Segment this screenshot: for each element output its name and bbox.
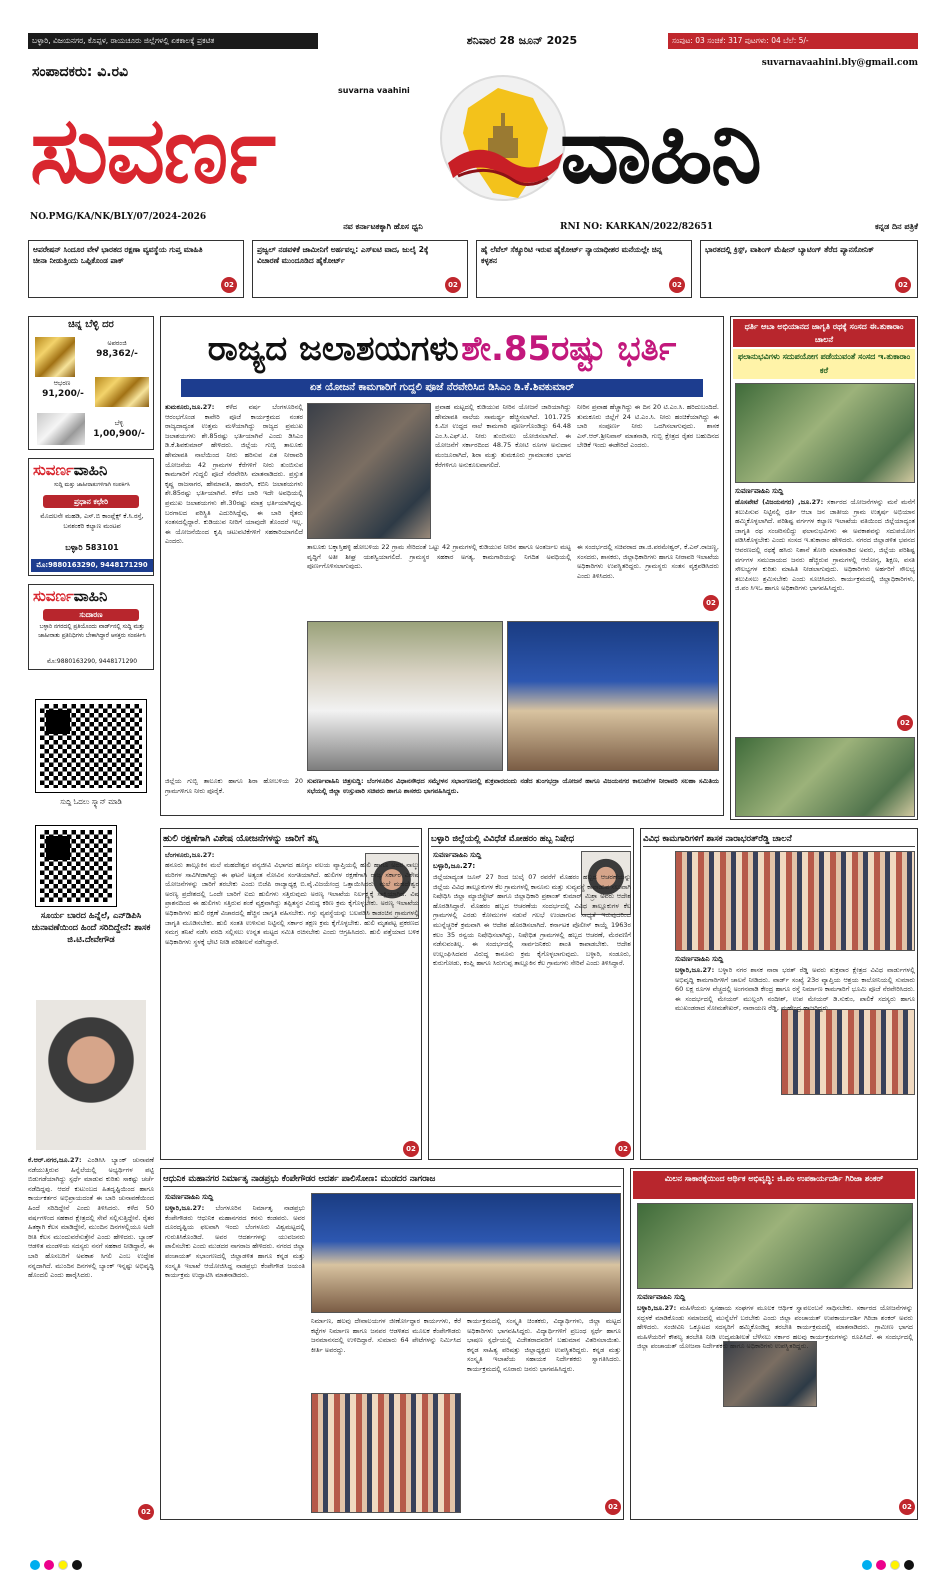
registration-number: NO.PMG/KA/NK/BLY/07/2024-2026 [30,212,207,222]
meeting-hall-photo [507,621,719,771]
gold-bars-image [35,337,75,377]
ad-brand-right: ವಾಹಿನಿ [73,461,108,479]
teaser-item[interactable] [700,240,918,298]
moharram-body: ಜಿಲ್ಲೆಯಾದ್ಯಂತ ಜೂನ್ 27 ರಿಂದ ಜುಲೈ 07 ರವರೆಗೆ ಮೊಹರಂ ಹಬ್ಬದ ಆಚರಣೆಯನ್ನು ಜಿಲ್ಲೆಯ ವಿವಿಧ ತಾಲ್ಲೂಕುಗಳ ಕೆಲ ಗ್ರಾಮಗಳಲ್ಲಿ ಕಾನೂನು ಮತ್ತು ಸುವ್ಯವಸ್ಥೆ ಕಾಪಾಡುವ ಸಲುವಾಗಿ ನಿಷೇಧಿಸಿ ಜಿಲ್ಲಾ ಮ್ಯಾಜಿಸ್ಟ್ರೇಟ್ ಹಾಗೂ ಜಿಲ್ಲಾಧಿಕಾರಿ ಪ್ರಶಾಂತ್ ಕುಮಾರ್ ಮಿಶ್ರಾ ಅವರು ಆದೇಶ ಹೊರಡಿಸಿದ್ದಾರೆ. ಮೊಹರಂ ಹಬ್ಬದ ಆಚರಣೆಯ ಸಂದರ್ಭದಲ್ಲಿ ವಿವಿಧ ತಾಲ್ಲೂಕುಗಳ ಕೆಲ ಗ್ರಾಮಗಳಲ್ಲಿ ಎರಡು ಕೋಮುಗಳ ನಡುವೆ ಗಲಭೆ ಉಂಟಾಗುವ ಸಾಧ್ಯತೆ ಇರುವುದರಿಂದ ಮುನ್ನೆಚ್ಚರಿಕೆ ಕ್ರಮವಾಗಿ ಈ ಆದೇಶ ಹೊರಡಿಸಲಾಗಿದೆ. ಕರ್ನಾಟಕ ಪೊಲೀಸ್ ಕಾಯ್ದೆ 1963ರ ಕಲಂ 35 ರನ್ವಯ ನಿಷೇಧಿಸಲಾಗಿದ್ದು, ನಿಷೇಧಿತ ಗ್ರಾಮಗಳಲ್ಲಿ ಹಬ್ಬದ ಆಚರಣೆ, ಮೆರವಣಿಗೆ ನಡೆಸುವಂತಿಲ್ಲ. ಈ ಸಂದರ್ಭದಲ್ಲಿ ಸಾರ್ವಜನಿಕರು ಶಾಂತಿ ಕಾಪಾಡಬೇಕು. ಆದೇಶ ಉಲ್ಲಂಘಿಸಿದವರ ವಿರುದ್ಧ ಕಾನೂನು ಕ್ರಮ ಕೈಗೊಳ್ಳಲಾಗುವುದು. ಬಳ್ಳಾರಿ, ಸಂಡೂರು, ಕುರುಗೋಡು, ಕಂಪ್ಲಿ ಹಾಗೂ ಸಿರುಗುಪ್ಪ ತಾಲ್ಲೂಕಿನ ಕೆಲ ಗ್ರಾಮಗಳು ಸೇರಿವೆ ಎಂದು ತಿಳಿಸಿದ್ದಾರೆ. [433,873,631,968]
issue-info: ಸಂಪುಟ: 03 ಸಂಚಿಕೆ: 317 ಪುಟಗಳು: 04 ಬೆಲೆ: 5/- [668,33,918,49]
teaser-text: ಭಾರತದಲ್ಲಿ ಕ್ರಿಸ್ಪ್, ವಾಶಿಂಗ್ ಮೆಷೀನ್ ಬ್ಯಾಟಿಂಗ್ ತೆರೆದ ಪ್ಯಾನಸೋನಿಕ್ [705,245,874,254]
right-top-story [730,316,918,820]
kempegowda-col-2: ನಿರ್ಮಾಣ, ಹಲವು ದೇವಾಲಯಗಳ ಜೀರ್ಣೋದ್ಧಾರ ಕಾರ್ಯಗಳು, ಕೆರೆ ಕಟ್ಟೆಗಳ ನಿರ್ಮಾಣ ಹಾಗೂ ಜನಪರ ಆಡಳಿತದ ಮೂಲಕ ಕೆಂಪೇಗೌಡರು ಜನಮಾನಸದಲ್ಲಿ ಉಳಿದಿದ್ದಾರೆ. ಸುಮಾರು 64 ಪೇಟೆಗಳನ್ನು ನಿರ್ಮಿಸಿದ ಕೀರ್ತಿ ಅವರದ್ದು. [311,1317,461,1354]
kempegowda-headline[interactable]: ಆಧುನಿಕ ಮಹಾನಗರ ನಿರ್ಮಾತೃ ನಾಡಪ್ರಭು ಕೆಂಪೇಗೌಡರ ಆದರ್ಶ ಪಾಲಿಸೋಣ: ಮುಡದರ ನಾಗರಾಜ [163,1171,621,1187]
ad-text: ಬಳ್ಳಾರಿ ನಗರದಲ್ಲಿ ಪ್ರತಿಯೊಂದು ವಾರ್ಡ್‌ನಲ್ಲಿ ಸುದ್ದಿ ಮತ್ತು ಜಾಹೀರಾತು ಪ್ರತಿನಿಧಿಗಳು ಬೇಕಾಗಿದ್ದಾರೆ ಆಸಕ್ತರು ಸಂಪರ್ಕಿಸಿ [38,624,146,639]
training-photo [637,1203,913,1289]
lead-headline-b: ಶೇ.85ರಷ್ಟು ಭರ್ತಿ [461,329,677,369]
teaser-strip [28,240,918,298]
top-strip [28,33,918,51]
story-text: ಸರ್ಕಾರದ ಯೋಜನೆಗಳನ್ನು ಮನೆ ಮನೆಗೆ ತಲುಪಿಸುವ ನಿಟ್ಟಿನಲ್ಲಿ ಧರ್ತಿ ಆಬಾ ಜನ ಜಾತೀಯ ಗ್ರಾಮ ಉತ್ಕರ್ಷ ಅಭಿಯಾನ ಹಮ್ಮಿಕೊಳ್ಳಲಾಗಿದೆ. ಪರಿಶಿಷ್ಟ ವರ್ಗಗಳ ಕಲ್ಯಾಣ ಇಲಾಖೆಯ ವತಿಯಿಂದ ಜಿಲ್ಲೆಯಾದ್ಯಂತ ಜಾಗೃತಿ ರಥ ಸಂಚರಿಸಲಿದ್ದು ಫಲಾನುಭವಿಗಳು ಈ ಅವಕಾಶವನ್ನು ಸದುಪಯೋಗ ಪಡಿಸಿಕೊಳ್ಳಬೇಕು ಎಂದು ಸಂಸದ ಇ.ತುಕಾರಾಂ ಹೇಳಿದರು. ನಗರದ ಜಿಲ್ಲಾಡಳಿತ ಭವನದ ಆವರಣದಲ್ಲಿ ರಥಕ್ಕೆ ಹಸಿರು ನಿಶಾನೆ ತೋರಿ ಮಾತನಾಡಿದ ಅವರು, ಜಿಲ್ಲೆಯ ಪರಿಶಿಷ್ಟ ವರ್ಗಗಳ ಸಮುದಾಯದ ಜನರು ಹೆಚ್ಚಿರುವ ಗ್ರಾಮಗಳಲ್ಲಿ ಆರೋಗ್ಯ, ಶಿಕ್ಷಣ, ವಸತಿ ಸೌಲಭ್ಯಗಳ ಕುರಿತು ಮಾಹಿತಿ ನೀಡಲಾಗುವುದು. ಅಧಿಕಾರಿಗಳು ಅರ್ಹರಿಗೆ ಸೌಲಭ್ಯ ತಲುಪಿಸಲು ಶ್ರಮಿಸಬೇಕು ಎಂದು ಸೂಚಿಸಿದರು. ಕಾರ್ಯಕ್ರಮದಲ್ಲಿ ಜಿಲ್ಲಾಧಿಕಾರಿಗಳು, ಜಿ.ಪಂ ಸಿಇಒ ಹಾಗೂ ಅಧಿಕಾರಿಗಳು ಭಾಗವಹಿಸಿದ್ದರು. [735,498,915,593]
left-story-headline[interactable]: ಸೂರ್ಯ ಬಾರದ ಹಿನ್ನೆಲೆ, ಎನ್‌ಡಿಪಿಸಿ ಚುನಾವಣೆಯಿಂದ ಹಿಂದೆ ಸರಿದಿದ್ದೇನೆ: ಶಾಸಕ ಜಿ.ಟಿ.ದೇವೇಗೌಡ [31,911,151,945]
page-ref: 02 [221,277,237,293]
dateline: ಬಳ್ಳಾರಿ,ಜೂ.27: [433,862,476,870]
students-photo [311,1393,461,1513]
story-text: ಬಳ್ಳಾರಿ ನಗರ ಶಾಸಕ ನಾರಾ ಭರತ್ ರೆಡ್ಡಿ ಅವರು ಶುಕ್ರವಾರ ಕ್ಷೇತ್ರದ ವಿವಿಧ ವಾರ್ಡುಗಳಲ್ಲಿ ಅಭಿವೃದ್ಧಿ ಕಾಮಗಾರಿಗಳಿಗೆ ಚಾಲನೆ ನೀಡಿದರು. ವಾರ್ಡ್ ಸಂಖ್ಯೆ 23ರ ವ್ಯಾಪ್ತಿಯ ಆಶ್ರಯ ಕಾಲೋನಿಯಲ್ಲಿ ಸುಮಾರು 60 ಲಕ್ಷ ರೂಗಳ ವೆಚ್ಚದಲ್ಲಿ ಅಂಗನವಾಡಿ ಕೇಂದ್ರ ಹಾಗೂ ರಸ್ತೆ ನಿರ್ಮಾಣ ಕಾಮಗಾರಿಗೆ ಭೂಮಿ ಪೂಜೆ ನೆರವೇರಿಸಿದರು. ಈ ಸಂದರ್ಭದಲ್ಲಿ ಮೇಯರ್ ಮುಲ್ಲಂಗಿ ನಂದೀಶ್, ಉಪ ಮೇಯರ್ ಡಿ.ಸುಕುಂ, ಪಾಲಿಕೆ ಸದಸ್ಯರು ಹಾಗೂ ಮುಖಂಡರಾದ ಸೋಮಶೇಖರ್, ನಾರಾಯಣ ರೆಡ್ಡಿ, ಮಹೇಂದ್ರ ಹಾಜರಿದ್ದರು. [675,966,915,1013]
silver-label: ಬೆಳ್ಳಿ [114,419,124,427]
silver-price: 1,00,900/- [93,429,145,439]
lead-col-2-top: ಪ್ರವಾಹ ಮಟ್ಟದಲ್ಲಿ ಕುಡಿಯುವ ನೀರಿನ ಯೋಜನೆ ಜಾರಿಯಾಗಿದ್ದು ಹೇಮಾವತಿ ನಾಲೆಯ ಸಾಮರ್ಥ್ಯ ಹೆಚ್ಚಿಸಲಾಗಿದೆ. 101.725 ಕಿ.ಮೀ ಉದ್ದದ ನಾಲೆ ಕಾಮಗಾರಿ ಪೂರ್ಣಗೊಂಡಿದ್ದು 64.48 ಎಂ.ಸಿ.ಎಫ್.ಟಿ. ನೀರು ತುಂಬಿಸಲು ಯೋಜಿಸಲಾಗಿದೆ. ಈ ಯೋಜನೆಗೆ ಸರ್ಕಾರದಿಂದ 48.75 ಕೋಟಿ ರೂಗಳ ಅನುದಾನ ಮಂಜೂರಾಗಿದೆ, ಶಿರಾ ಮತ್ತು ತುಮಕೂರು ಗ್ರಾಮಾಂತರ ಭಾಗದ ಕೆರೆಗಳಿಗೂ ಅನುಕೂಲವಾಗಲಿದೆ. [435,403,571,469]
qr-caption: ಸುದ್ದಿ ಓದಲು ಸ್ಕ್ಯಾನ್ ಮಾಡಿ [60,798,122,806]
ad-address: ಮೊದಲನೇ ಮಹಡಿ, ಎಸ್.ಬಿ ಕಾಂಪ್ಲೆಕ್ಸ್ ಕೆ.ಸಿ.ರಸ್ತೆ, ಬನಶಂಕರಿ ಕಲ್ಯಾಣ ಮಂಟಪ [40,512,144,530]
tiger-headline[interactable]: ಹುಲಿ ರಕ್ಷಣೆಗಾಗಿ ವಿಶೇಷ ಯೋಜನೆಗಳನ್ನು ಜಾರಿಗೆ ತನ್ನಿ [163,831,419,847]
registration-dot [72,1560,82,1570]
page-ref: 02 [445,277,461,293]
gold-24-label: ಅಪರಂಜಿ [107,339,127,347]
shg-headline[interactable]: ಮಿಲನ ಸಾಕಾರಕ್ಕೆಯಿಂದ ಆರ್ಥಿಕ ಅಭಿವೃದ್ಧಿ: ಜಿ.ಪಂ ಉಪಕಾರ್ಯದರ್ಶಿ ಗಿರಿಜಾ ಶಂಕರ್ [633,1171,915,1199]
byline: ಸುವರ್ಣವಾಹಿನಿ ಸುದ್ದಿ [433,851,482,859]
registration-dot [890,1560,900,1570]
lead-headline[interactable] [161,323,723,375]
page-ref[interactable]: 02 [605,1499,621,1515]
reporter-ad [28,584,154,670]
left-story-body [28,1156,154,1520]
dk-shivakumar-photo [307,403,431,539]
page-ref[interactable]: 02 [403,1141,419,1157]
masthead-title-right: ವಾಹಿನಿ [560,97,760,204]
shg-body [637,1304,913,1514]
ad-brand-left: ಸುವರ್ಣ [33,461,74,479]
byline: ಸುವರ್ಣವಾಹಿನಿ ಸುದ್ದಿ [637,1293,686,1301]
leaders-walk-photo [307,621,503,771]
lead-caption [307,777,719,813]
dateline: ಕೆ.ಆರ್.ನಗರ,ಜೂ.27: [28,1156,82,1164]
ad-pill: ಪ್ರಧಾನ ಕಛೇರಿ [43,495,139,508]
lead-headline-a: ರಾಜ್ಯದ ಜಲಾಶಯಗಳು [207,329,459,369]
teaser-text: ಪ್ರಜ್ವಲ್ ನಡವಳಿಕೆ ಜಾಮೀನಿಗೆ ಅರ್ಹವಲ್ಲ: ಎಸ್‌ಐಟಿ ವಾದ, ಜುಲೈ 2ಕ್ಕೆ ವಿಚಾರಣೆ ಮುಂದೂಡಿದ ಹೈಕೋರ್ಟ್ [257,245,429,265]
ad-pill: ಸುದಾರಣ [43,609,139,621]
daily-label: ಕನ್ನಡ ದಿನ ಪತ್ರಿಕೆ [874,222,918,231]
issue-date: ಶನಿವಾರ 28 ಜೂನ್ 2025 [466,34,578,47]
gold-rate-box [28,316,154,450]
registration-dot [44,1560,54,1570]
devegowda-photo [36,1000,146,1150]
rni-number: RNI NO: KARKAN/2022/82651 [560,222,714,232]
kempegowda-col-1 [165,1204,305,1514]
page-ref[interactable]: 02 [138,1504,154,1520]
ad-phone: ಮೊ:9880163290, 9448171290 [31,559,153,572]
teaser-item[interactable] [252,240,468,298]
registration-dot [58,1560,68,1570]
lead-col-3-low: ಈ ಸಂದರ್ಭದಲ್ಲಿ ಸಚಿವರಾದ ಡಾ.ಜಿ.ಪರಮೇಶ್ವರ್, ಕೆ.ಎನ್.ರಾಜಣ್ಣ, ಸಂಸದರು, ಶಾಸಕರು, ಜಿಲ್ಲಾಧಿಕಾರಿಗಳು ಹಾಗೂ ನೀರಾವರಿ ಇಲಾಖೆಯ ಅಧಿಕಾರಿಗಳು ಉಪಸ್ಥಿತರಿದ್ದರು. ಗ್ರಾಮಸ್ಥರು ಸಂತಸ ವ್ಯಕ್ತಪಡಿಸಿದರು ಎಂದು ತಿಳಿಸಿದರು. [577,543,719,580]
gold-24-price: 98,362/- [96,349,138,359]
teaser-item[interactable] [28,240,244,298]
registration-dot [30,1560,40,1570]
qr-code-secondary[interactable] [36,826,116,906]
slogan: ನವ ಕರ್ನಾಟಕಕ್ಕಾಗಿ ಹೊಸ ಧ್ವನಿ [343,222,423,231]
silver-image [37,413,85,445]
contact-email: suvarnavaahini.bly@gmail.com [761,58,918,68]
registration-dot [862,1560,872,1570]
lead-subhead: ಏತ ಯೋಜನೆ ಕಾಮಗಾರಿಗೆ ಗುದ್ದಲಿ ಪೂಜೆ ನೆರವೇರಿಸಿದ ಡಿಸಿಎಂ ಡಿ.ಕೆ.ಶಿವಕುಮಾರ್ [181,379,703,397]
shg-story [630,1168,918,1520]
teaser-text: ಆಪರೇಷನ್ ಸಿಂದೂರ ವೇಳೆ ಭಾರತದ ರಕ್ಷಣಾ ವ್ಯವಸ್ಥೆಯ ಗುಪ್ತ ಮಾಹಿತಿ ಚೀನಾ ನೀಡುತ್ತಿಂದು ಒಪ್ಪಿಕೊಂಡ ಪಾಕ್ [33,245,203,265]
dateline: ತುಮಕೂರು,ಜೂ.27: [165,403,215,411]
registration-dot [876,1560,886,1570]
lead-story [160,316,724,816]
right-top-body [735,498,915,732]
dateline: ಬಳ್ಳಾರಿ,ಜೂ.27: [165,1204,205,1212]
jewellery-image [95,377,149,407]
page-ref[interactable]: 02 [897,715,913,731]
right-top-red-title[interactable]: ಧರ್ತಿ ಆಬಾ ಅಭಿಯಾನದ ಜಾಗೃತಿ ರಥಕ್ಕೆ ಸಂಸದ ಈ.ತುಕಾರಾಂ ಚಾಲನೆ [733,319,915,347]
story-text: ಬೆಂಗಳೂರಿನ ನಿರ್ಮಾತೃ ನಾಡಪ್ರಭು ಕೆಂಪೇಗೌಡರು ಆಧುನಿಕ ಮಹಾನಗರದ ಕನಸು ಕಂಡವರು. ಅವರ ದೂರದೃಷ್ಟಿಯ ಫಲವಾಗಿ ಇಂದು ಬೆಂಗಳೂರು ವಿಶ್ವಮಟ್ಟದಲ್ಲಿ ಗುರುತಿಸಿಕೊಂಡಿದೆ. ಅವರ ಆದರ್ಶಗಳನ್ನು ಯುವಜನರು ಪಾಲಿಸಬೇಕು ಎಂದು ಮುಡದರ ನಾಗರಾಜ ಹೇಳಿದರು. ನಗರದ ಜಿಲ್ಲಾ ಪಂಚಾಯತ್ ಸಭಾಂಗಣದಲ್ಲಿ ಜಿಲ್ಲಾಡಳಿತ ಹಾಗೂ ಕನ್ನಡ ಮತ್ತು ಸಂಸ್ಕೃತಿ ಇಲಾಖೆ ಆಯೋಜಿಸಿದ್ದ ನಾಡಪ್ರಭು ಕೆಂಪೇಗೌಡ ಜಯಂತಿ ಕಾರ್ಯಕ್ರಮ ಉದ್ಘಾಟಿಸಿ ಮಾತನಾಡಿದರು. [165,1204,305,1280]
page-ref[interactable]: 02 [615,1141,631,1157]
byline: ಸುವರ್ಣವಾಹಿನಿ ಸುದ್ದಿ [675,955,724,963]
tiger-story [160,828,422,1160]
caption-text: ಬೆಂಗಳೂರಿನ ವಿಧಾನಸೌಧದ ಸಮ್ಮೇಳನ ಸಭಾಂಗಣದಲ್ಲಿ ಶುಕ್ರವಾರದಂದು ನಡೆದ ತುಂಗಭದ್ರಾ ಯೋಜನೆ ಹಾಗೂ ವಿಜಯನಗರ ಕಾಲುವೆಗಳ ನೀರಾವರಿ ಸಲಹಾ ಸಮಿತಿಯ ಸಭೆಯಲ್ಲಿ ಜಿಲ್ಲಾ ಉಸ್ತುವಾರಿ ಸಚಿವರು ಹಾಗೂ ಶಾಸಕರು ಭಾಗವಹಿಸಿದ್ದರು. [307,777,719,795]
moharram-headline[interactable]: ಬಳ್ಳಾರಿ ಜಿಲ್ಲೆಯಲ್ಲಿ ವಿವಿಧೆಡೆ ಮೋಹರಂ ಹಬ್ಬ ನಿಷೇಧ [431,831,631,847]
inauguration-photo-1 [675,851,915,951]
ad-brand-right: ವಾಹಿನಿ [73,587,108,605]
lead-col-1 [165,403,303,773]
jayanti-stage-photo [311,1193,621,1313]
dateline: ಹೊಸಪೇಟೆ (ವಿಜಯನಗರ) ,ಜೂ.27: [735,498,824,506]
lead-col-3-top: ನೀರಿನ ಪ್ರವಾಹ ಹೆಚ್ಚಾಗಿದ್ದು ಈ ದಿನ 20 ಟಿ.ಎಂ.ಸಿ. ಹರಿದುಬಂದಿದೆ. ತುಮಕೂರು ಜಿಲ್ಲೆಗೆ 24 ಟಿ.ಎಂ.ಸಿ. ನೀರು ಹಂಚಿಕೆಯಾಗಿದ್ದು ಈ ಬಾರಿ ಸಂಪೂರ್ಣ ನೀರು ಒದಗಿಸಲಾಗುವುದು. ಶಾಸಕ ಎಸ್.ಆರ್.ಶ್ರೀನಿವಾಸ್ ಮಾತನಾಡಿ, ಗುಬ್ಬಿ ಕ್ಷೇತ್ರದ ರೈತರ ಬಹುದಿನದ ಬೇಡಿಕೆ ಇಂದು ಈಡೇರಿದೆ ಎಂದರು. [577,403,719,450]
ad-pin: ಬಳ್ಳಾರಿ 583101 [65,543,119,552]
right-top-green-title[interactable]: ಫಲಾನುಭವಿಗಳು ಸದುಪಯೋಗ ಪಡೆಯುವಂತೆ ಸಂಸದ ಇ.ತುಕಾರಾಂ ಕರೆ [733,349,915,379]
registration-dot [904,1560,914,1570]
lead-col-1-text: ಕಳೆದ ವರ್ಷ ಬೆಂಗಳೂರಿನಲ್ಲಿ ಆರಂಭಗೊಂಡ ಕಾವೇರಿ ಪೂಜೆ ಕಾರ್ಯಕ್ರಮದ ನಂತರ ರಾಜ್ಯದಾದ್ಯಂತ ಉತ್ತಮ ಮಳೆಯಾಗಿದ್ದು ರಾಜ್ಯದ ಪ್ರಮುಖ ಜಲಾಶಯಗಳು ಶೇ.85ರಷ್ಟು ಭರ್ತಿಯಾಗಿವೆ ಎಂದು ಡಿಸಿಎಂ ಡಿ.ಕೆ.ಶಿವಕುಮಾರ್ ಹೇಳಿದರು. ಜಿಲ್ಲೆಯ ಗುಬ್ಬಿ ತಾಲೂಕು ಹೇಮಾವತಿ ನಾಲೆಯಿಂದ ನೀರು ಹರಿಸುವ ಏತ ನೀರಾವರಿ ಯೋಜನೆಯ 42 ಗ್ರಾಮಗಳ ಕೆರೆಗಳಿಗೆ ನೀರು ತುಂಬಿಸುವ ಕಾಮಗಾರಿಗೆ ಗುದ್ದಲಿ ಪೂಜೆ ನೆರವೇರಿಸಿ ಮಾತನಾಡಿದರು. ಪ್ರಸ್ತುತ ಕೃಷ್ಣ ರಾಜಸಾಗರ, ಹೇಮಾವತಿ, ಹಾರಂಗಿ, ಕಬಿನಿ ಜಲಾಶಯಗಳು ಶೇ.85ರಷ್ಟು ಭರ್ತಿಯಾಗಿವೆ. ಕಳೆದ ಬಾರಿ ಇದೇ ಅವಧಿಯಲ್ಲಿ ಪ್ರಮುಖ ಜಲಾಶಯಗಳು ಶೇ.30ರಷ್ಟು ಮಾತ್ರ ಭರ್ತಿಯಾಗಿದ್ದವು. ಬರಗಾಲದ ಪರಿಸ್ಥಿತಿ ಎದುರಿಸಿದ್ದೆವು, ಈ ಬಾರಿ ರೈತರು ಸಂತಸದಲ್ಲಿದ್ದಾರೆ. ಕುಡಿಯುವ ನೀರಿಗೆ ಯಾವುದೇ ತೊಂದರೆ ಇಲ್ಲ. ಈ ಯೋಜನೆಯಿಂದ ಕೃಷಿ ಚಟುವಟಿಕೆಗಳಿಗೆ ಸಹಕಾರಿಯಾಗಲಿದೆ ಎಂದರು. [165,403,303,546]
ad-brand [33,587,151,607]
lead-col-1-bottom: ಜಿಲ್ಲೆಯ ಗುಬ್ಬಿ ತಾಲೂಕು ಹಾಗೂ ಶಿರಾ ಹೋಬಳಿಯ 20 ಗ್ರಾಮಗಳಿಗೂ ನೀರು ಪೂರೈಕೆ. [165,777,303,795]
story-text: ಮಹಿಳೆಯರು ಸ್ವಸಹಾಯ ಸಂಘಗಳ ಮೂಲಕ ಆರ್ಥಿಕ ಸ್ವಾವಲಂಬನೆ ಸಾಧಿಸಬೇಕು. ಸರ್ಕಾರದ ಯೋಜನೆಗಳನ್ನು ಸದ್ಬಳಕೆ ಮಾಡಿಕೊಂಡು ಸಮಾಜದಲ್ಲಿ ಮುನ್ನೆಲೆಗೆ ಬರಬೇಕು ಎಂದು ಜಿಲ್ಲಾ ಪಂಚಾಯತ್ ಉಪಕಾರ್ಯದರ್ಶಿ ಗಿರಿಜಾ ಶಂಕರ್ ಅವರು ಹೇಳಿದರು. ಸಂಜೀವಿನಿ ಒಕ್ಕೂಟದ ಸದಸ್ಯರಿಗೆ ಹಮ್ಮಿಕೊಂಡಿದ್ದ ತರಬೇತಿ ಕಾರ್ಯಕ್ರಮದಲ್ಲಿ ಮಾತನಾಡಿದರು. ಗ್ರಾಮೀಣ ಭಾಗದ ಮಹಿಳೆಯರಿಗೆ ಕೌಶಲ್ಯ ತರಬೇತಿ ನೀಡಿ ಉದ್ಯಮಶೀಲತೆ ಬೆಳೆಸಲು ಸರ್ಕಾರ ಹಲವು ಕಾರ್ಯಕ್ರಮಗಳನ್ನು ರೂಪಿಸಿದೆ. ಈ ಸಂದರ್ಭದಲ್ಲಿ ಜಿಲ್ಲಾ ಪಂಚಾಯತ್ ಯೋಜನಾ ನಿರ್ದೇಶಕರು ಹಾಗೂ ಅಧಿಕಾರಿಗಳು ಉಪಸ್ಥಿತರಿದ್ದರು. [637,1304,913,1351]
kempegowda-story [160,1168,624,1520]
dateline: ಬೆಂಗಳೂರು,ಜೂ.27: [165,851,215,859]
story-text: ಎಂಡಿಸಿಸಿ ಬ್ಯಾಂಕ್ ಚುನಾವಣೆ ನಡೆಯುತ್ತಿರುವ ಹಿನ್ನೆಲೆಯಲ್ಲಿ ಅಭ್ಯರ್ಥಿಗಳ ಪಟ್ಟಿ ಬಿಡುಗಡೆಯಾಗಿದ್ದು ಸ್ಪರ್ಧೆ ಮಾಡುವ ಕುರಿತು ಸಾಕಷ್ಟು ಚರ್ಚೆ ನಡೆದಿದ್ದವು. ಆದರೆ ಕುಟುಂಬದ ಹಿತದೃಷ್ಟಿಯಿಂದ ಹಾಗೂ ಕಾರ್ಯಕರ್ತರ ಅಭಿಪ್ರಾಯದಂತೆ ಈ ಬಾರಿ ಚುನಾವಣೆಯಿಂದ ಹಿಂದೆ ಸರಿದಿದ್ದೇನೆ ಎಂದು ತಿಳಿಸಿದರು. ಕಳೆದ 50 ವರ್ಷಗಳಿಂದ ಸಹಕಾರ ಕ್ಷೇತ್ರದಲ್ಲಿ ಸೇವೆ ಸಲ್ಲಿಸುತ್ತಿದ್ದೇನೆ. ರೈತರ ಹಿತಕ್ಕಾಗಿ ಕೆಲಸ ಮಾಡಿದ್ದೇನೆ, ಮುಂದಿನ ದಿನಗಳಲ್ಲಿಯೂ ಅದೇ ರೀತಿ ಕೆಲಸ ಮುಂದುವರೆಸುತ್ತೇನೆ ಎಂದು ಹೇಳಿದರು. ಬ್ಯಾಂಕ್ ಆಡಳಿತ ಮಂಡಳಿಯ ಸದಸ್ಯರು ನನಗೆ ಸಹಕಾರ ನೀಡಿದ್ದಾರೆ, ಈ ಬಾರಿ ಹೊಸಬರಿಗೆ ಅವಕಾಶ ಸಿಗಲಿ ಎಂಬ ಉದ್ದೇಶ ನನ್ನದಾಗಿದೆ. ಮುಂದಿನ ದಿನಗಳಲ್ಲಿ ಬ್ಯಾಂಕ್ ಇನ್ನಷ್ಟು ಅಭಿವೃದ್ಧಿ ಹೊಂದಲಿ ಎಂದು ಹಾರೈಸಿದರು. [28,1156,154,1280]
ad-phone: ಮೊ:9880163290, 9448171290 [46,658,138,665]
bharath-reddy-headline[interactable]: ವಿವಿಧ ಕಾಮಗಾರಿಗಳಿಗೆ ಶಾಸಕ ನಾರಾಭರತ್‌ರೆಡ್ಡಿ ಚಾಲನೆ [643,831,915,847]
gold-22-price: 91,200/- [42,389,84,399]
small-brand: suvarna vaahini [338,86,410,95]
editor-name: ಸಂಪಾದಕರು: ವಿ.ರವಿ [32,64,129,80]
karnataka-emblem [438,68,568,218]
gold-rate-title: ಚಿನ್ನ ಬೆಳ್ಳಿ ದರ [68,319,114,330]
gold-22-label: ಆಭರಣ [53,379,71,387]
tiger-body-text: ಹನೂರು ತಾಲ್ಲೂಕಿನ ಮಲೆ ಮಹದೇಶ್ವರ ವನ್ಯಜೀವಿ ವಿಭಾಗದ ಹೂಗ್ಯಂ ವಲಯ ವ್ಯಾಪ್ತಿಯಲ್ಲಿ ಹುಲಿ ಹಾಗೂ ಅದರ ನಾಲ್ಕು ಮರಿಗಳ ಸಾವಿಗೀಡಾಗಿದ್ದು ಈ ಘಟನೆ ಅತ್ಯಂತ ನೋವಿನ ಸಂಗತಿಯಾಗಿದೆ. ಹುಲಿಗಳ ರಕ್ಷಣೆಗಾಗಿ ರಾಜ್ಯ ಸರ್ಕಾರ ವಿಶೇಷ ಯೋಜನೆಗಳನ್ನು ಜಾರಿಗೆ ತರಬೇಕು ಎಂದು ಬಿಜೆಪಿ ರಾಜ್ಯಾಧ್ಯಕ್ಷ ಬಿ.ವೈ.ವಿಜಯೇಂದ್ರ ಒತ್ತಾಯಿಸಿದರು. ಮಲೆ ಮಹದೇಶ್ವರ ಅರಣ್ಯ ಪ್ರದೇಶದಲ್ಲಿ ಒಂದೇ ಬಾರಿಗೆ ಐದು ಹುಲಿಗಳು ಸತ್ತಿರುವುದು ಅರಣ್ಯ ಇಲಾಖೆಯ ನಿರ್ಲಕ್ಷ್ಯಕ್ಕೆ ಸಾಕ್ಷಿಯಾಗಿದೆ. ವಿಷ ಪ್ರಾಶನದಿಂದ ಈ ಹುಲಿಗಳು ಸತ್ತಿರುವ ಶಂಕೆ ವ್ಯಕ್ತವಾಗಿದ್ದು ತಪ್ಪಿತಸ್ಥರ ವಿರುದ್ಧ ಕಠಿಣ ಕ್ರಮ ಕೈಗೊಳ್ಳಬೇಕು. ಅರಣ್ಯ ಇಲಾಖೆಯ ಅಧಿಕಾರಿಗಳು ಹುಲಿ ರಕ್ಷಣೆ ವಿಚಾರದಲ್ಲಿ ಹೆಚ್ಚಿನ ಜಾಗೃತಿ ವಹಿಸಬೇಕು. ಗಸ್ತು ವ್ಯವಸ್ಥೆಯನ್ನು ಬಲಪಡಿಸಿ ಕಾಡಂಚಿನ ಗ್ರಾಮಗಳಲ್ಲಿ ಜಾಗೃತಿ ಮೂಡಿಸಬೇಕು. ಹುಲಿ ಸಂತತಿ ಉಳಿಸುವ ನಿಟ್ಟಿನಲ್ಲಿ ಸರ್ಕಾರ ತಕ್ಷಣ ಕ್ರಮ ಕೈಗೊಳ್ಳಬೇಕು. ಹುಲಿ ಮೃತಪಟ್ಟ ಪ್ರಕರಣದ ಸಮಗ್ರ ತನಿಖೆ ನಡೆಸಿ ವರದಿ ಸಲ್ಲಿಸಲು ಉನ್ನತ ಮಟ್ಟದ ಸಮಿತಿ ರಚಿಸಬೇಕು ಎಂದು ಆಗ್ರಹಿಸಿದರು. ಹುಲಿ ಪತ್ತೆಯಾದ ಬಳಿಕ ಅಧಿಕಾರಿಗಳು ಸ್ಥಳಕ್ಕೆ ಭೇಟಿ ನೀಡಿ ಪರಿಶೀಲನೆ ನಡೆಸಿದ್ದಾರೆ. [165,861,419,946]
byline: ಸುವರ್ಣವಾಹಿನಿ ಸುದ್ದಿ [165,1193,214,1201]
moharram-story [428,828,634,1160]
ad-tagline: ಸುದ್ದಿ ಮತ್ತು ಜಾಹೀರಾತುಗಳಿಗಾಗಿ ಸಂಪರ್ಕಿಸಿ [54,482,130,488]
caption-label: ಸುವರ್ಣವಾಹಿನಿ ಚಿತ್ರಸುದ್ದಿ: [307,777,364,785]
lead-col-2-low: ತಾಲೂಕು ಬಕ್ಕಾಸ್ತಿಹಳ್ಳಿ ಹೋಬಳಿಯ 22 ಗ್ರಾಮ ಸೇರಿದಂತೆ ಒಟ್ಟು 42 ಗ್ರಾಮಗಳಲ್ಲಿ ಕುಡಿಯುವ ನೀರಿನ ಹಾಗೂ ಅಂತರ್ಜಲ ಮಟ್ಟ ವೃದ್ಧಿಗೆ ಅತೀ ಶೀಘ್ರ ಯಶಸ್ವಿಯಾಗಲಿದೆ. ಗ್ರಾಮಸ್ಥರ ಸಹಕಾರ ಅಗತ್ಯ, ಕಾಮಗಾರಿಯನ್ನು ನಿಗದಿತ ಅವಧಿಯಲ್ಲಿ ಪೂರ್ಣಗೊಳಿಸಲಾಗುವುದು. [307,543,571,571]
page-ref[interactable]: 02 [703,595,719,611]
jagruti-ratha-photo [735,383,915,483]
kempegowda-col-3: ಕಾರ್ಯಕ್ರಮದಲ್ಲಿ ಸಂಸ್ಕೃತಿ ಚಿಂತಕರು, ವಿದ್ಯಾರ್ಥಿಗಳು, ಜಿಲ್ಲಾ ಮಟ್ಟದ ಅಧಿಕಾರಿಗಳು ಭಾಗವಹಿಸಿದ್ದರು. ವಿದ್ಯಾರ್ಥಿಗಳಿಗೆ ಪ್ರಬಂಧ ಸ್ಪರ್ಧೆ ಹಾಗೂ ಭಾಷಣ ಸ್ಪರ್ಧೆಯಲ್ಲಿ ವಿಜೇತರಾದವರಿಗೆ ಬಹುಮಾನ ವಿತರಿಸಲಾಯಿತು. ಕನ್ನಡ ಸಾಹಿತ್ಯ ಪರಿಷತ್ತು ಜಿಲ್ಲಾಧ್ಯಕ್ಷರು ಉಪಸ್ಥಿತರಿದ್ದರು. ಕನ್ನಡ ಮತ್ತು ಸಂಸ್ಕೃತಿ ಇಲಾಖೆಯ ಸಹಾಯಕ ನಿರ್ದೇಶಕರು ಸ್ವಾಗತಿಸಿದರು. ಕಾರ್ಯಕ್ರಮದಲ್ಲಿ ನೂರಾರು ಜನರು ಭಾಗವಹಿಸಿದ್ದರು. [467,1317,621,1373]
page-ref[interactable]: 02 [899,1499,915,1515]
ad-brand-left: ಸುವರ್ಣ [33,587,74,605]
masthead-title-left: ಸುವರ್ಣ [30,97,275,204]
teaser-text: ಹೈ ಲೆವೆಲ್ ಸೆಕ್ಯೂರಿಟಿ ಇರುವ ಹೈಕೋರ್ಟ್ ನ್ಯಾಯಾಧೀಶರ ಮನೆಯಲ್ಲೇ ಚಿನ್ನ ಕಳ್ಳತನ [481,245,663,265]
teaser-item[interactable] [476,240,692,298]
page-ref: 02 [895,277,911,293]
dateline: ಬಳ್ಳಾರಿ,ಜೂ.27: [675,966,715,974]
dateline: ಬಳ್ಳಾರಿ,ಜೂ.27: [637,1304,677,1312]
byline: ಸುವರ್ಣವಾಹಿನಿ ಸುದ್ದಿ [735,487,784,495]
qr-code[interactable] [36,700,146,792]
region-line: ಬಳ್ಳಾರಿ, ವಿಜಯನಗರ, ಕೊಪ್ಪಳ, ರಾಯಚೂರು ಜಿಲ್ಲೆಗಳಲ್ಲಿ ಏಕಕಾಲಕ್ಕೆ ಪ್ರಕಟಿತ [28,33,318,49]
office-ad [28,458,154,576]
flag-off-photo [735,737,915,817]
page-ref: 02 [669,277,685,293]
bharath-reddy-story [640,828,918,1160]
bharath-reddy-body [675,966,915,1156]
ad-brand [33,461,151,481]
